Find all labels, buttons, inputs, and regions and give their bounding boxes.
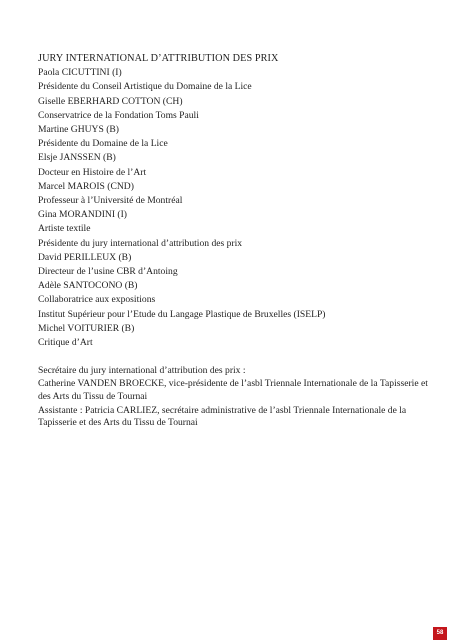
jury-line: Présidente du Conseil Artistique du Domaine de la Lice (38, 81, 252, 93)
jury-line: Institut Supérieur pour l’Etude du Langage Plastique de Bruxelles (ISELP) (38, 308, 326, 320)
jury-line: Paola CICUTTINI (I) (38, 67, 122, 79)
jury-line: Elsje JANSSEN (B) (38, 152, 116, 164)
jury-line: Artiste textile (38, 223, 91, 235)
section-spacer (38, 350, 430, 364)
jury-line: Directeur de l’usine CBR d’Antoing (38, 266, 178, 278)
jury-line: Martine GHUYS (B) (38, 124, 120, 136)
jury-line: Présidente du jury international d’attribution des prix (38, 237, 243, 249)
jury-line: Docteur en Histoire de l’Art (38, 166, 147, 178)
jury-line: Giselle EBERHARD COTTON (CH) (38, 95, 183, 107)
jury-line: David PERILLEUX (B) (38, 251, 132, 263)
secretary-intro: Secrétaire du jury international d’attribution des prix : (38, 365, 246, 377)
jury-line: Collaboratrice aux expositions (38, 294, 156, 306)
section-heading: JURY INTERNATIONAL D’ATTRIBUTION DES PRIX (38, 53, 279, 64)
jury-line: Conservatrice de la Fondation Toms Pauli (38, 109, 199, 121)
jury-line: Adèle SANTOCONO (B) (38, 280, 138, 292)
jury-section (38, 52, 430, 429)
secretary-paragraph: Catherine VANDEN BROECKE, vice-présidente de l’asbl Triennale Internationale de la Tapisserie et des Arts du Tissu de Tournai (38, 378, 428, 402)
jury-line: Professeur à l’Université de Montréal (38, 195, 183, 207)
jury-line: Gina MORANDINI (I) (38, 209, 127, 221)
page-number-badge: 58 (433, 627, 447, 640)
jury-line: Marcel MAROIS (CND) (38, 180, 134, 192)
jury-line: Critique d’Art (38, 337, 93, 349)
assistant-paragraph: Assistante : Patricia CARLIEZ, secrétaire administrative de l’asbl Triennale Internationale de la Tapisserie et des Arts du Tissu de Tournai (38, 404, 407, 429)
jury-line: Michel VOITURIER (B) (38, 322, 135, 334)
jury-line: Présidente du Domaine de la Lice (38, 138, 168, 150)
